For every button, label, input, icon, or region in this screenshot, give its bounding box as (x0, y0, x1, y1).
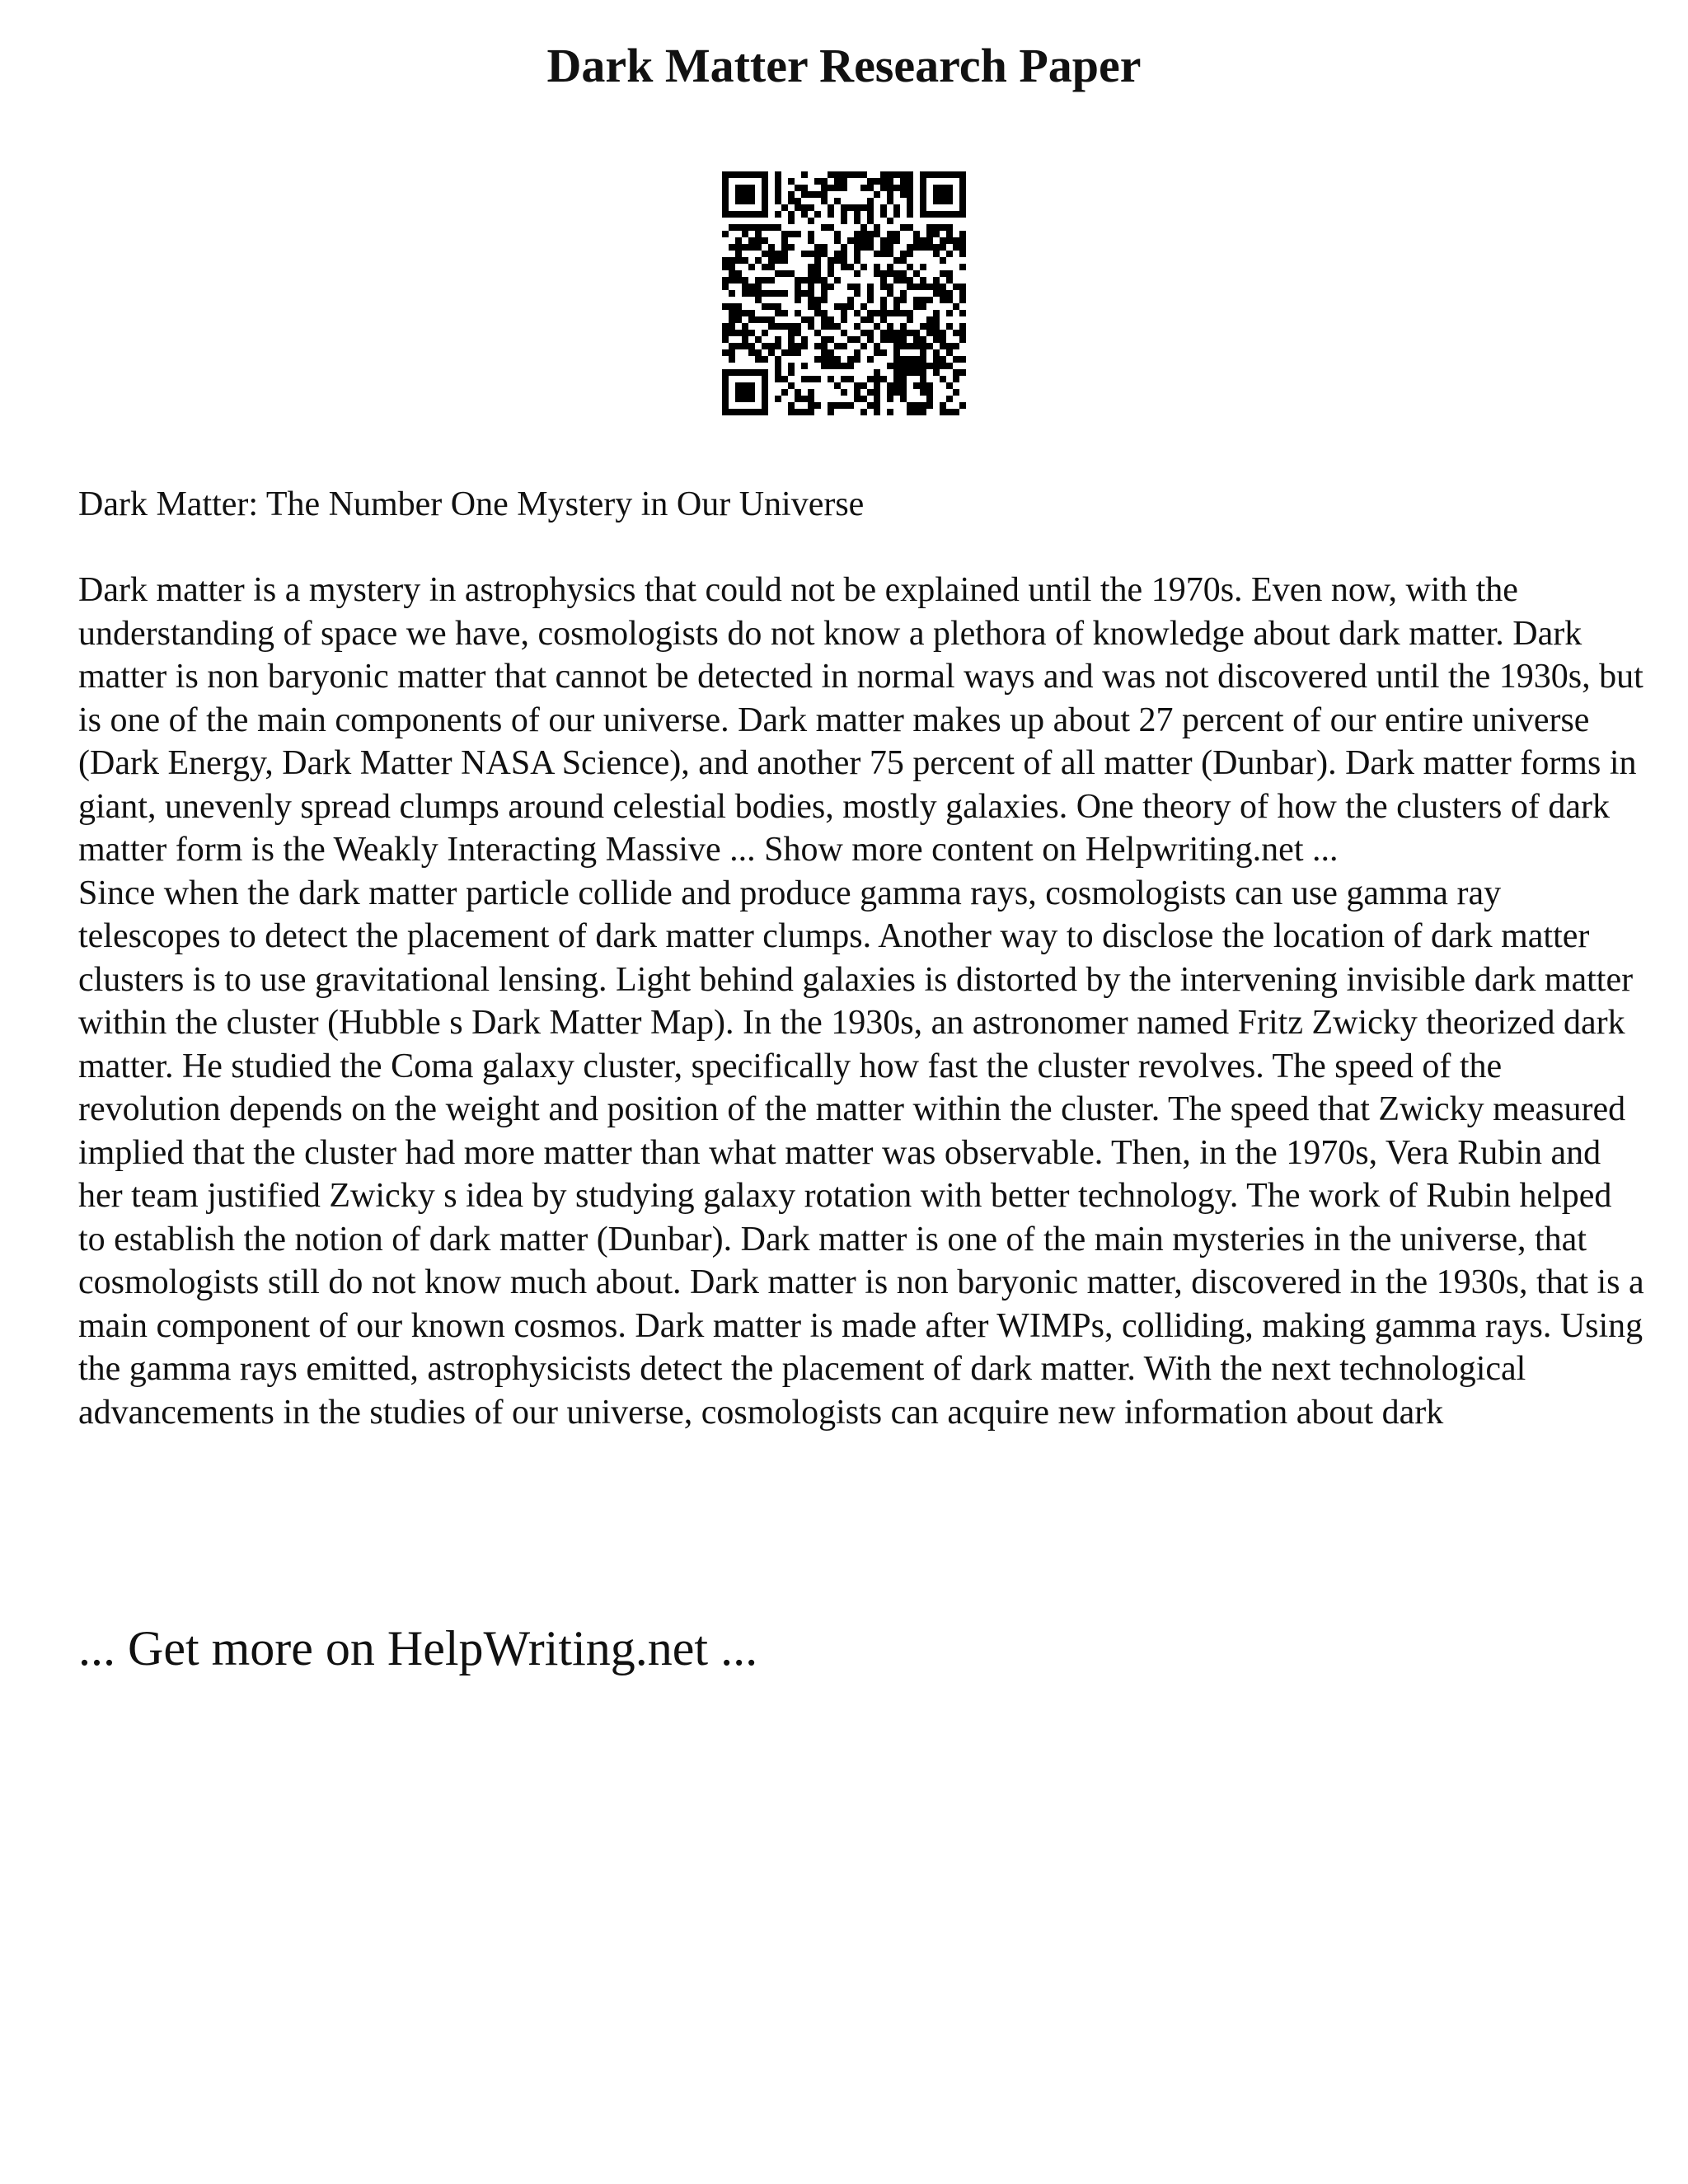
body-paragraph-2: Since when the dark matter particle collide and produce gamma rays, cosmologists can use gamma ray telescopes to detect the placement of dark matter clumps. Another way to disclose the location of dark matter clusters is to use gravitational lensing. Light behind galaxies is distorted by the intervening invisible dark matter within the cluster (Hubble s Dark Matter Map). In the 1930s, an astronomer named Fritz Zwicky theorized dark matter. He studied the Coma galaxy cluster, specifically how fast the cluster revolves. The speed of the revolution depends on the weight and position of the matter within the cluster. The speed that Zwicky measured implied that the cluster had more matter than what matter was observable. Then, in the 1970s, Vera Rubin and her team justified Zwicky s idea by studying galaxy rotation with better technology. The work of Rubin helped to establish the notion of dark matter (Dunbar). Dark matter is one of the main mysteries in the universe, that cosmologists still do not know much about. Dark matter is non baryonic matter, discovered in the 1930s, that is a main component of our known cosmos. Dark matter is made after WIMPs, colliding, making gamma rays. Using the gamma rays emitted, astrophysicists detect the placement of dark matter. With the next technological advancements in the studies of our universe, cosmologists can acquire new information about dark (78, 874, 1644, 1432)
document-subtitle: Dark Matter: The Number One Mystery in Our Universe (78, 485, 865, 523)
page-title: Dark Matter Research Paper (546, 39, 1142, 92)
helpwriting-link[interactable]: ... Get more on HelpWriting.net ... (78, 1621, 758, 1675)
document-body (78, 569, 1644, 1434)
qr-code-icon (722, 171, 966, 415)
body-paragraph-1: Dark matter is a mystery in astrophysics that could not be explained until the 1970s. Even now, with the understanding of space we have, cosmologists do not know a plethora of knowledge about dark matter. Dark matter is non baryonic matter that cannot be detected in normal ways and was not discovered until the 1930s, but is one of the main components of our universe. Dark matter makes up about 27 percent of our entire universe (Dark Energy, Dark Matter NASA Science), and another 75 percent of all matter (Dunbar). Dark matter forms in giant, unevenly spread clumps around celestial bodies, mostly galaxies. One theory of how the clusters of dark matter form is the Weakly Interacting Massive ... Show more content on Helpwriting.net ... (78, 571, 1643, 869)
